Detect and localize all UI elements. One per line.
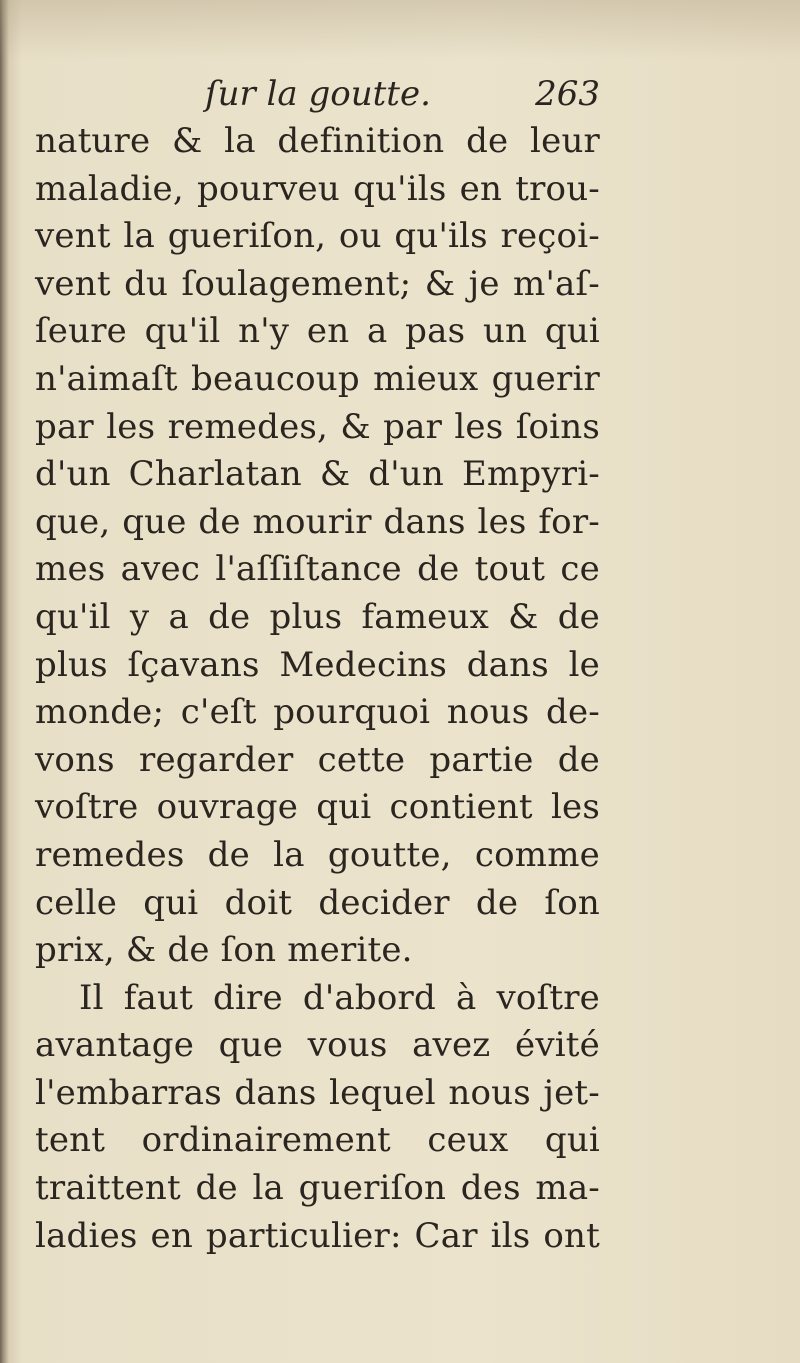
text-line: monde; c'eſt pourquoi nous de- — [35, 692, 600, 733]
text-line: d'un Charlatan & d'un Empyri- — [35, 454, 600, 495]
text-line: l'embarras dans lequel nous jet- — [35, 1072, 600, 1113]
page-header — [35, 70, 600, 120]
text-line: mes avec l'aſſiſtance de tout ce — [35, 549, 600, 590]
text-line: vent du ſoulagement; & je m'aſ- — [35, 263, 600, 304]
running-title: ſur la goutte. — [205, 74, 431, 114]
text-line: traittent de la gueriſon des ma- — [35, 1168, 600, 1209]
body-text — [35, 118, 600, 1260]
text-line: plus ſçavans Medecins dans le — [35, 644, 600, 685]
text-line: qu'il y a de plus fameux & de — [35, 596, 600, 637]
text-line: nature & la definition de leur — [35, 121, 600, 161]
text-line: voſtre ouvrage qui contient les — [35, 787, 600, 828]
page-number: 263 — [535, 74, 600, 114]
text-line: vons regarder cette partie de — [35, 739, 600, 780]
text-line: remedes de la goutte, comme — [35, 834, 600, 875]
text-line: ladies en particulier: Car ils ont — [35, 1215, 600, 1256]
text-line: Il faut dire d'abord à voſtre — [79, 977, 600, 1018]
text-line: vent la gueriſon, ou qu'ils reçoi- — [35, 216, 600, 257]
text-line: n'aimaſt beaucoup mieux guerir — [35, 358, 600, 399]
text-line: avantage que vous avez évité — [35, 1025, 600, 1066]
text-line: maladie, pourveu qu'ils en trou- — [35, 168, 600, 209]
text-line: celle qui doit decider de ſon — [35, 882, 600, 923]
text-line: par les remedes, & par les ſoins — [35, 406, 600, 447]
page-shadow — [0, 0, 800, 60]
text-line: ſeure qu'il n'y en a pas un qui — [35, 311, 600, 352]
text-line: que, que de mourir dans les for- — [35, 501, 600, 542]
text-line: prix, & de ſon merite. — [35, 930, 413, 971]
text-line: tent ordinairement ceux qui — [35, 1120, 600, 1161]
